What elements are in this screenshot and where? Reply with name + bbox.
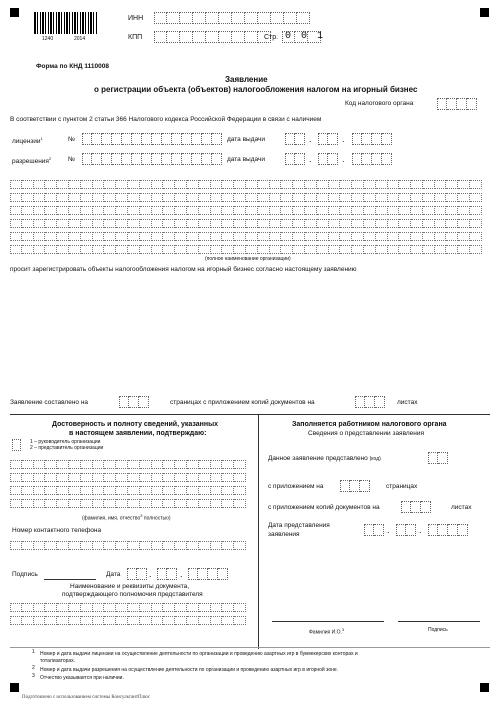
signer-date-year[interactable] <box>188 568 228 580</box>
with-attachment-label: с приложением на <box>268 483 324 490</box>
title-line2: о регистрации объекта (объектов) налогообложения налогом на игорный бизнес <box>94 85 418 94</box>
pages-line-part1: Заявление составлено на <box>10 399 89 406</box>
tax-authority-code-field[interactable] <box>437 98 477 110</box>
footer-text: Подготовлено с использованием системы КонсультантПлюс <box>22 695 151 700</box>
presented-label: Данное заявление представлено (код) <box>268 455 381 462</box>
kpp-label: КПП <box>128 34 143 41</box>
inn-field[interactable] <box>154 12 310 24</box>
kpp-field[interactable] <box>154 31 271 43</box>
confirm-heading-2: в настоящем заявлении, подтверждаю: <box>69 430 207 437</box>
date-separator: . <box>309 134 312 144</box>
signer-fio-row[interactable] <box>10 460 246 469</box>
doc-row[interactable] <box>10 616 246 625</box>
signer-fio-row[interactable] <box>10 499 246 508</box>
title-line1: Заявление <box>225 75 268 84</box>
license-date-month[interactable] <box>318 133 338 145</box>
confirm-heading-1: Достоверность и полноту сведений, указанных <box>52 421 218 428</box>
officer-fio-line[interactable] <box>272 621 384 622</box>
date-separator: . <box>342 154 345 164</box>
signer-fio-row[interactable] <box>10 486 246 495</box>
tax-officer-subheading: Сведения о представлении заявления <box>308 430 425 437</box>
pages-line-part2: страницах с приложением копий документов на <box>170 399 315 406</box>
tax-authority-code-label: Код налогового органа <box>345 100 414 107</box>
org-name-caption: (полное наименование организации) <box>205 256 291 262</box>
phone-field[interactable] <box>10 541 246 550</box>
date-separator: . <box>309 154 312 164</box>
doc-heading-2: подтверждающего полномочия представителя <box>62 591 203 598</box>
fio-caption: (фамилия, имя, отчество$^3$ полностью) <box>82 513 171 522</box>
corner-marker-top-left <box>10 8 19 17</box>
org-name-row[interactable] <box>10 232 482 241</box>
tax-officer-heading: Заполняется работником налогового органа <box>292 421 447 428</box>
basis-text: В соответствии с пунктом 2 статьи 366 Налогового кодекса Российской Федерации в связи с наличием <box>10 116 322 123</box>
permit-date-month[interactable] <box>318 153 338 165</box>
attachment-pages-field[interactable] <box>340 480 370 492</box>
signature-line[interactable] <box>44 579 96 580</box>
copies-sheets-field[interactable] <box>401 501 431 513</box>
footnote-1-text: Номер и дата выдачи лицензии на осуществление деятельности по организации и проведению азартных игр в букмекерских конторах и <box>40 651 358 657</box>
signer-fio-row[interactable] <box>10 473 246 482</box>
corner-marker-bottom-right <box>480 683 489 692</box>
footnote-1-text-cont: тотализаторах. <box>40 658 76 664</box>
license-label: лицензии$^1$ <box>12 136 43 146</box>
officer-signature-line[interactable] <box>398 621 480 622</box>
permit-date-label: дата выдачи <box>227 156 265 163</box>
permit-number-field[interactable] <box>82 153 222 165</box>
page-label: Стр. <box>264 34 279 41</box>
submission-date-label-2: заявления <box>268 531 300 538</box>
page-number: 0 0 1 <box>285 31 326 42</box>
doc-heading-1: Наименование и реквизиты документа, <box>70 583 190 590</box>
pages-line-part3: листах <box>397 399 418 406</box>
footnote-3-text: Отчество указывается при наличии. <box>40 675 124 681</box>
column-divider <box>258 414 259 649</box>
pages-word: страницах <box>386 483 418 490</box>
org-name-row[interactable] <box>10 245 482 254</box>
pages-count-field[interactable] <box>119 396 149 408</box>
doc-row[interactable] <box>10 603 246 612</box>
phone-label: Номер контактного телефона <box>12 527 102 534</box>
signer-option-2: 2 – представитель организации <box>30 445 104 451</box>
permit-date-day[interactable] <box>285 153 305 165</box>
footnote-3-num: 3 <box>32 673 35 679</box>
section-divider <box>10 414 490 415</box>
footnote-1-num: 1 <box>32 649 35 655</box>
license-date-year[interactable] <box>352 133 392 145</box>
request-text: просит зарегистрировать объекты налогообложения налогом на игорный бизнес согласно настоящему заявлению <box>10 266 357 273</box>
date-separator: . <box>419 525 422 535</box>
footnote-2-num: 2 <box>32 665 35 671</box>
footnote-2-text: Номер и дата выдачи разрешения на осуществление деятельности по организации и проведению азартных игр в игорной зоне. <box>40 667 339 673</box>
license-date-label: дата выдачи <box>227 136 265 143</box>
signer-option-1: 1 – руководитель организации <box>30 439 101 445</box>
submission-date-day[interactable] <box>364 524 384 536</box>
barcode-number-right: 2014 <box>74 36 86 42</box>
submission-date-year[interactable] <box>428 524 468 536</box>
with-copies-label: с приложением копий документов на <box>268 504 380 511</box>
form-code: Форма по КНД 1110008 <box>36 63 109 70</box>
permit-num-label: № <box>68 156 75 163</box>
date-separator: . <box>180 569 183 579</box>
permit-label: разрешения$^2$ <box>12 156 52 166</box>
date-separator: . <box>342 134 345 144</box>
inn-label: ИНН <box>128 15 144 22</box>
signer-date-month[interactable] <box>157 568 177 580</box>
signer-date-label: Дата <box>106 571 121 578</box>
barcode <box>34 12 98 34</box>
signature-label: Подпись <box>12 571 38 578</box>
permit-date-year[interactable] <box>352 153 392 165</box>
barcode-number-left: 1240 <box>42 36 54 42</box>
corner-marker-bottom-left <box>10 683 19 692</box>
sheets-count-field[interactable] <box>355 396 385 408</box>
date-separator: . <box>387 525 390 535</box>
signer-date-day[interactable] <box>127 568 147 580</box>
officer-signature-label: Подпись <box>428 627 448 633</box>
org-name-row[interactable] <box>10 193 482 202</box>
org-name-row[interactable] <box>10 206 482 215</box>
footnote-divider <box>10 647 490 648</box>
date-separator: . <box>149 569 152 579</box>
org-name-row[interactable] <box>10 180 482 189</box>
signer-role-field[interactable] <box>12 439 21 451</box>
license-number-field[interactable] <box>82 133 222 145</box>
submission-date-month[interactable] <box>396 524 416 536</box>
corner-marker-top-right <box>480 8 489 17</box>
officer-fio-label: Фамилия И.О.$^3$ <box>309 627 345 636</box>
license-num-label: № <box>68 136 75 143</box>
submission-date-label-1: Дата представления <box>268 522 330 529</box>
presented-code-field[interactable] <box>428 452 448 464</box>
license-date-day[interactable] <box>285 133 305 145</box>
org-name-row[interactable] <box>10 219 482 228</box>
sheets-word: листах <box>451 504 472 511</box>
